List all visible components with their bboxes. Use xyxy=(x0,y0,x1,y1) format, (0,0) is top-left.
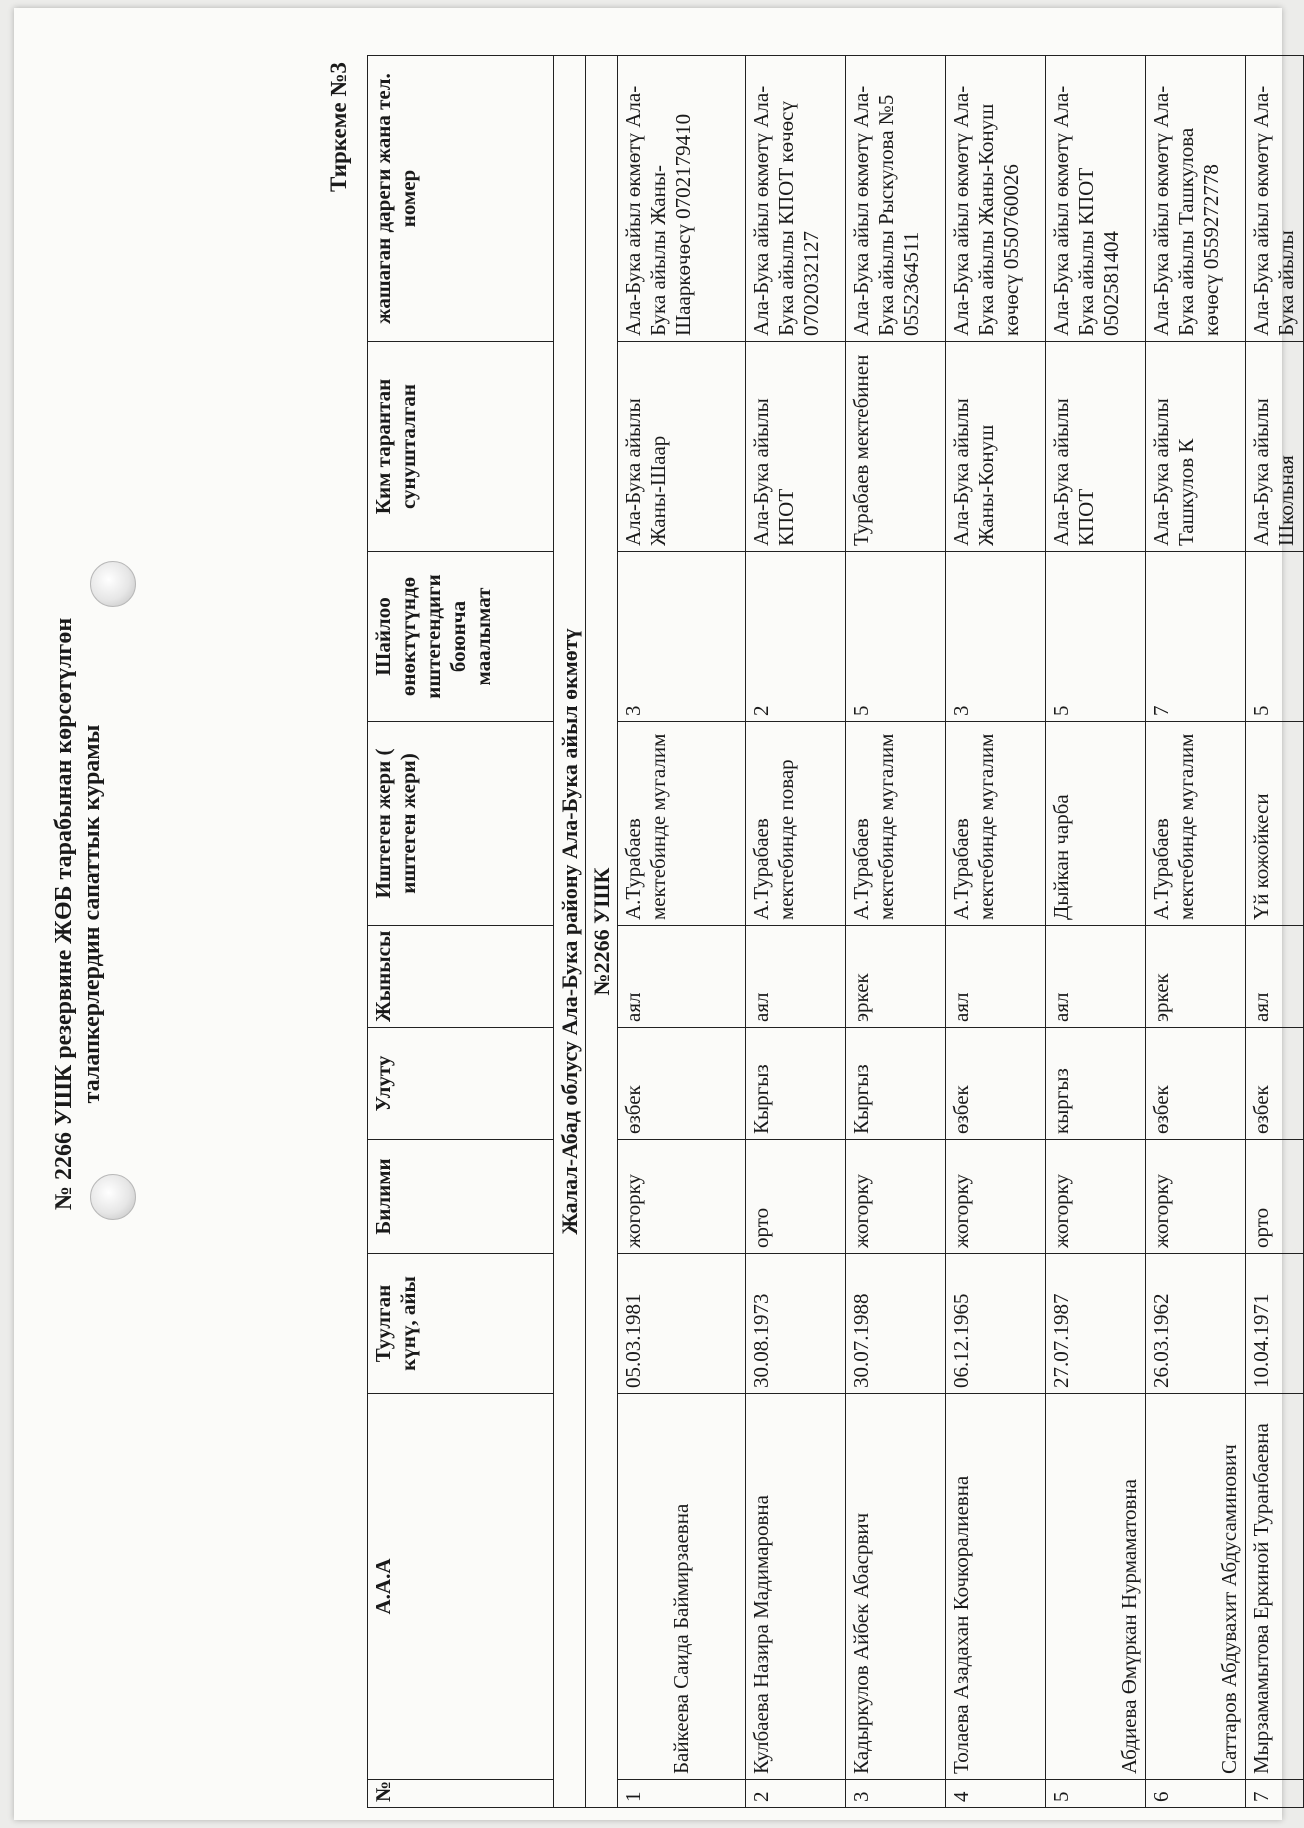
row-workplace: А.Турабаев мектебинде мугалим xyxy=(618,722,746,926)
row-nationality: Кыргыз xyxy=(746,1028,846,1140)
row-gender: аял xyxy=(618,926,746,1028)
col-birth: Туулган күнү, айы xyxy=(368,1254,554,1394)
row-experience: 2 xyxy=(746,552,846,722)
row-birth: 26.03.1962 xyxy=(1146,1254,1246,1394)
row-address: Ала-Бука айыл өкмөтү Ала-Бука айылы КПОТ көчөсү 0702032127 xyxy=(746,56,846,342)
row-education: жогорку xyxy=(618,1140,746,1254)
row-nationality: кыргыз xyxy=(1046,1028,1146,1140)
col-nationality: Улуту xyxy=(368,1028,554,1140)
region-row xyxy=(554,56,586,1808)
col-nominated-by: Ким тарантан сунушталган xyxy=(368,342,554,552)
col-name: А.А.А xyxy=(368,1394,554,1780)
row-num: 7 xyxy=(1246,1780,1304,1808)
row-nominated-by: Ала-Бука айылы КПОТ xyxy=(1046,342,1146,552)
row-education: орто xyxy=(1246,1140,1304,1254)
row-education: жогорку xyxy=(846,1140,946,1254)
row-num: 3 xyxy=(846,1780,946,1808)
row-experience: 7 xyxy=(1146,552,1246,722)
row-name: Байкеева Саида Баймирзаевна xyxy=(618,1394,746,1780)
row-birth: 05.03.1981 xyxy=(618,1254,746,1394)
row-birth: 06.12.1965 xyxy=(946,1254,1046,1394)
table-header-row xyxy=(368,56,554,1808)
row-gender: аял xyxy=(746,926,846,1028)
rotated-page xyxy=(14,8,1298,1820)
title-line-1: № 2266 УШК резервине ЖӨБ тарабынан көрсөтүлгөн xyxy=(51,617,77,1211)
row-experience: 3 xyxy=(618,552,746,722)
row-nationality: өзбек xyxy=(1246,1028,1304,1140)
row-address: Ала-Бука айыл өкмөтү Ала-Бука айылы xyxy=(1246,56,1304,342)
row-num: 4 xyxy=(946,1780,1046,1808)
row-name: Кулбаева Назира Мадимаровна xyxy=(746,1394,846,1780)
row-birth: 27.07.1987 xyxy=(1046,1254,1146,1394)
row-num: 5 xyxy=(1046,1780,1146,1808)
row-gender: эркек xyxy=(846,926,946,1028)
col-num: № xyxy=(368,1780,554,1808)
row-name: Толаева Азадахан Кочкоралиевна xyxy=(946,1394,1046,1780)
row-birth: 10.04.1971 xyxy=(1246,1254,1304,1394)
row-experience: 3 xyxy=(946,552,1046,722)
row-address: Ала-Бука айыл өкмөтү Ала-Бука айылы Жаны-Конуш көчөсү 0550760026 xyxy=(946,56,1046,342)
document-title xyxy=(50,8,106,1820)
region-title: Жалал-Абад облусу Ала-Бука району Ала-Бука айыл өкмөтү xyxy=(554,56,586,1808)
col-education: Билими xyxy=(368,1140,554,1254)
row-nationality: Кыргыз xyxy=(846,1028,946,1140)
row-experience: 5 xyxy=(846,552,946,722)
row-workplace: Дыйкан чарба xyxy=(1046,722,1146,926)
row-num: 1 xyxy=(618,1780,746,1808)
row-nominated-by: Ала-Бука айылы Ташкулов К xyxy=(1146,342,1246,552)
row-workplace: А.Турабаев мектебинде мугалим xyxy=(1146,722,1246,926)
row-birth: 30.08.1973 xyxy=(746,1254,846,1394)
col-gender: Жынысы xyxy=(368,926,554,1028)
row-address: Ала-Бука айыл өкмөтү Ала-Бука айылы Ташкулова көчөсү 0559272778 xyxy=(1146,56,1246,342)
row-name: Мырзамамытова Еркиной Туранбаевна xyxy=(1246,1394,1304,1780)
table-row xyxy=(1246,56,1304,1808)
row-nominated-by: Ала-Бука айылы Жаны-Конуш xyxy=(946,342,1046,552)
row-education: жогорку xyxy=(1046,1140,1146,1254)
row-num: 6 xyxy=(1146,1780,1246,1808)
row-nominated-by: Ала-Бука айылы Школьная xyxy=(1246,342,1304,552)
appendix-label: Тиркеме №3 xyxy=(326,62,351,192)
row-workplace: А.Турабаев мектебинде мугалим xyxy=(946,722,1046,926)
title-line-2: талапкерлердин сапаттык курамы xyxy=(79,724,105,1104)
row-gender: аял xyxy=(1046,926,1146,1028)
row-experience: 5 xyxy=(1046,552,1146,722)
row-name: Кадыркулов Айбек Абасрвич xyxy=(846,1394,946,1780)
document-sheet xyxy=(14,8,1298,1820)
row-address: Ала-Бука айыл өкмөтү Ала-Бука айылы КПОТ 0502581404 xyxy=(1046,56,1146,342)
col-experience: Шайлоо өнөктүгүндө иштегендиги боюнча маалымат xyxy=(368,552,554,722)
row-num: 2 xyxy=(746,1780,846,1808)
row-education: жогорку xyxy=(1146,1140,1246,1254)
commission-row xyxy=(586,56,618,1808)
table-row xyxy=(746,56,846,1808)
commission-title: №2266 УШК xyxy=(586,56,618,1808)
col-address: жашаган дареги жана тел. номер xyxy=(368,56,554,342)
row-education: жогорку xyxy=(946,1140,1046,1254)
table-row xyxy=(946,56,1046,1808)
candidates-table xyxy=(367,55,1304,1808)
row-name: Саттаров Абдувахит Абдусаминович xyxy=(1146,1394,1246,1780)
row-workplace: А.Турабаев мектебинде повар xyxy=(746,722,846,926)
table-row xyxy=(1146,56,1246,1808)
row-name: Абдиева Өмүркан Нурмаматовна xyxy=(1046,1394,1146,1780)
row-education: орто xyxy=(746,1140,846,1254)
table-row xyxy=(846,56,946,1808)
row-nominated-by: Ала-Бука айылы Жаны-Шаар xyxy=(618,342,746,552)
row-nationality: өзбек xyxy=(1146,1028,1246,1140)
table-row xyxy=(1046,56,1146,1808)
row-gender: аял xyxy=(946,926,1046,1028)
row-birth: 30.07.1988 xyxy=(846,1254,946,1394)
row-gender: эркек xyxy=(1146,926,1246,1028)
row-nationality: өзбек xyxy=(946,1028,1046,1140)
row-gender: аял xyxy=(1246,926,1304,1028)
row-nominated-by: Ала-Бука айылы КПОТ xyxy=(746,342,846,552)
row-nominated-by: Турабаев мектебинен xyxy=(846,342,946,552)
row-experience: 5 xyxy=(1246,552,1304,722)
row-nationality: өзбек xyxy=(618,1028,746,1140)
table-row xyxy=(618,56,746,1808)
col-workplace: Иштеген жери ( иштеген жери) xyxy=(368,722,554,926)
row-address: Ала-Бука айыл өкмөтү Ала-Бука айылы Жаны-Шааркөчөсү 0702179410 xyxy=(618,56,746,342)
row-workplace: А.Турабаев мектебинде мугалим xyxy=(846,722,946,926)
row-address: Ала-Бука айыл өкмөтү Ала-Бука айылы Рыскулова №5 0552364511 xyxy=(846,56,946,342)
row-workplace: Үй кожойкеси xyxy=(1246,722,1304,926)
